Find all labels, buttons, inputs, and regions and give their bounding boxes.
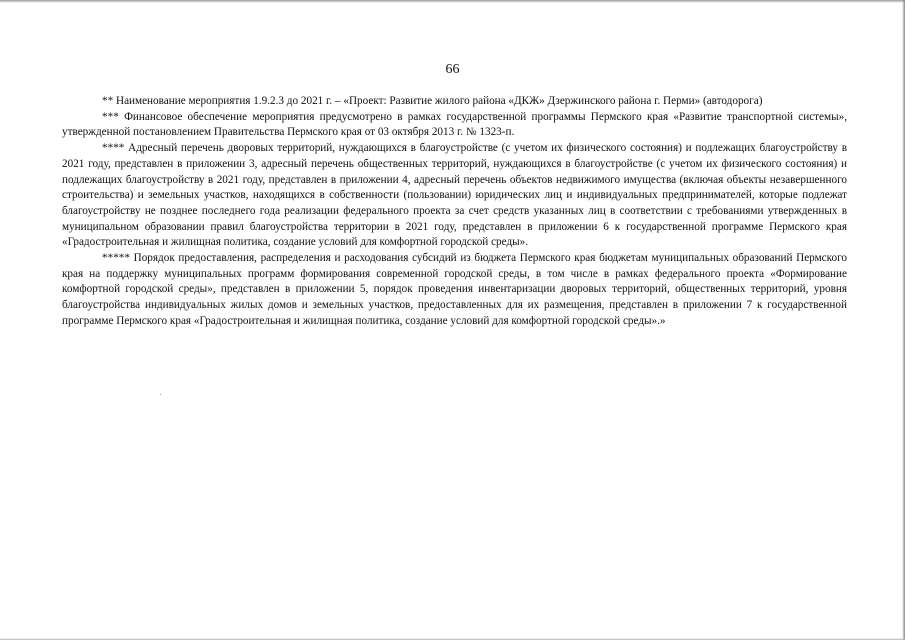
scan-speck bbox=[160, 394, 161, 395]
footnote-marker: **** bbox=[102, 142, 125, 155]
footnote-text: Наименование мероприятия 1.9.2.3 до 2021 г. – «Проект: Развитие жилого района «ДКЖ» Дзержинского района г. Перми» (автодорога) bbox=[115, 95, 763, 107]
footnote-2 bbox=[62, 94, 847, 110]
footnotes-block bbox=[62, 94, 847, 330]
footnote-marker: ***** bbox=[102, 252, 130, 265]
footnote-5 bbox=[62, 251, 847, 330]
footnote-4 bbox=[62, 141, 847, 251]
footnote-text: Адресный перечень дворовых территорий, нуждающихся в благоустройстве (с учетом их физического состояния) и подлежащих благоустройству в 2021 году, представлен в приложении 3, адресный перечень общественных территорий, нуждающихся в благоустройстве (с учетом их физического состояния) и подлежащих благоустройству в 2021 году, представлен в приложении 4, адресный перечень объектов недвижимого имущества (включая объекты незавершенного строительства) и земельных участков, находящихся в собственности (пользовании) юридических лиц и индивидуальных предпринимателей, которые подлежат благоустройству не позднее последнего года реализации федерального проекта за счет средств указанных лиц в соответствии с требованиями утвержденных в муниципальном образовании правил благоустройства территории в 2021 году, представлен в приложении 6 к государственной программе Пермского края «Градостроительная и жилищная политика, создание условий для комфортной городской среды». bbox=[62, 142, 848, 249]
footnote-3 bbox=[62, 110, 847, 141]
footnote-marker: *** bbox=[102, 110, 119, 123]
footnote-text: Финансовое обеспечение мероприятия предусмотрено в рамках государственной программы Пермского края «Развитие транспортной системы», утвержденной постановлением Правительства Пермского края от 03 октября 2013 г. № 1323-п. bbox=[62, 110, 847, 139]
footnote-marker: ** bbox=[102, 95, 114, 107]
footnote-text: Порядок предоставления, распределения и расходования субсидий из бюджета Пермского края бюджетам муниципальных образований Пермского края на поддержку муниципальных программ формирования современной городской среды, в том числе в рамках федерального проекта «Формирование комфортной городской среды», представлен в приложении 5, порядок проведения инвентаризации дворовых территорий, общественных территорий, уровня благоустройства индивидуальных жилых домов и земельных участков, предоставленных для их размещения, представлен в приложении 7 к государственной программе Пермского края «Градостроительная и жилищная политика, создание условий для комфортной городской среды».» bbox=[62, 252, 848, 327]
page-number: 66 bbox=[445, 62, 460, 77]
scan-edge-top bbox=[0, 0, 905, 3]
